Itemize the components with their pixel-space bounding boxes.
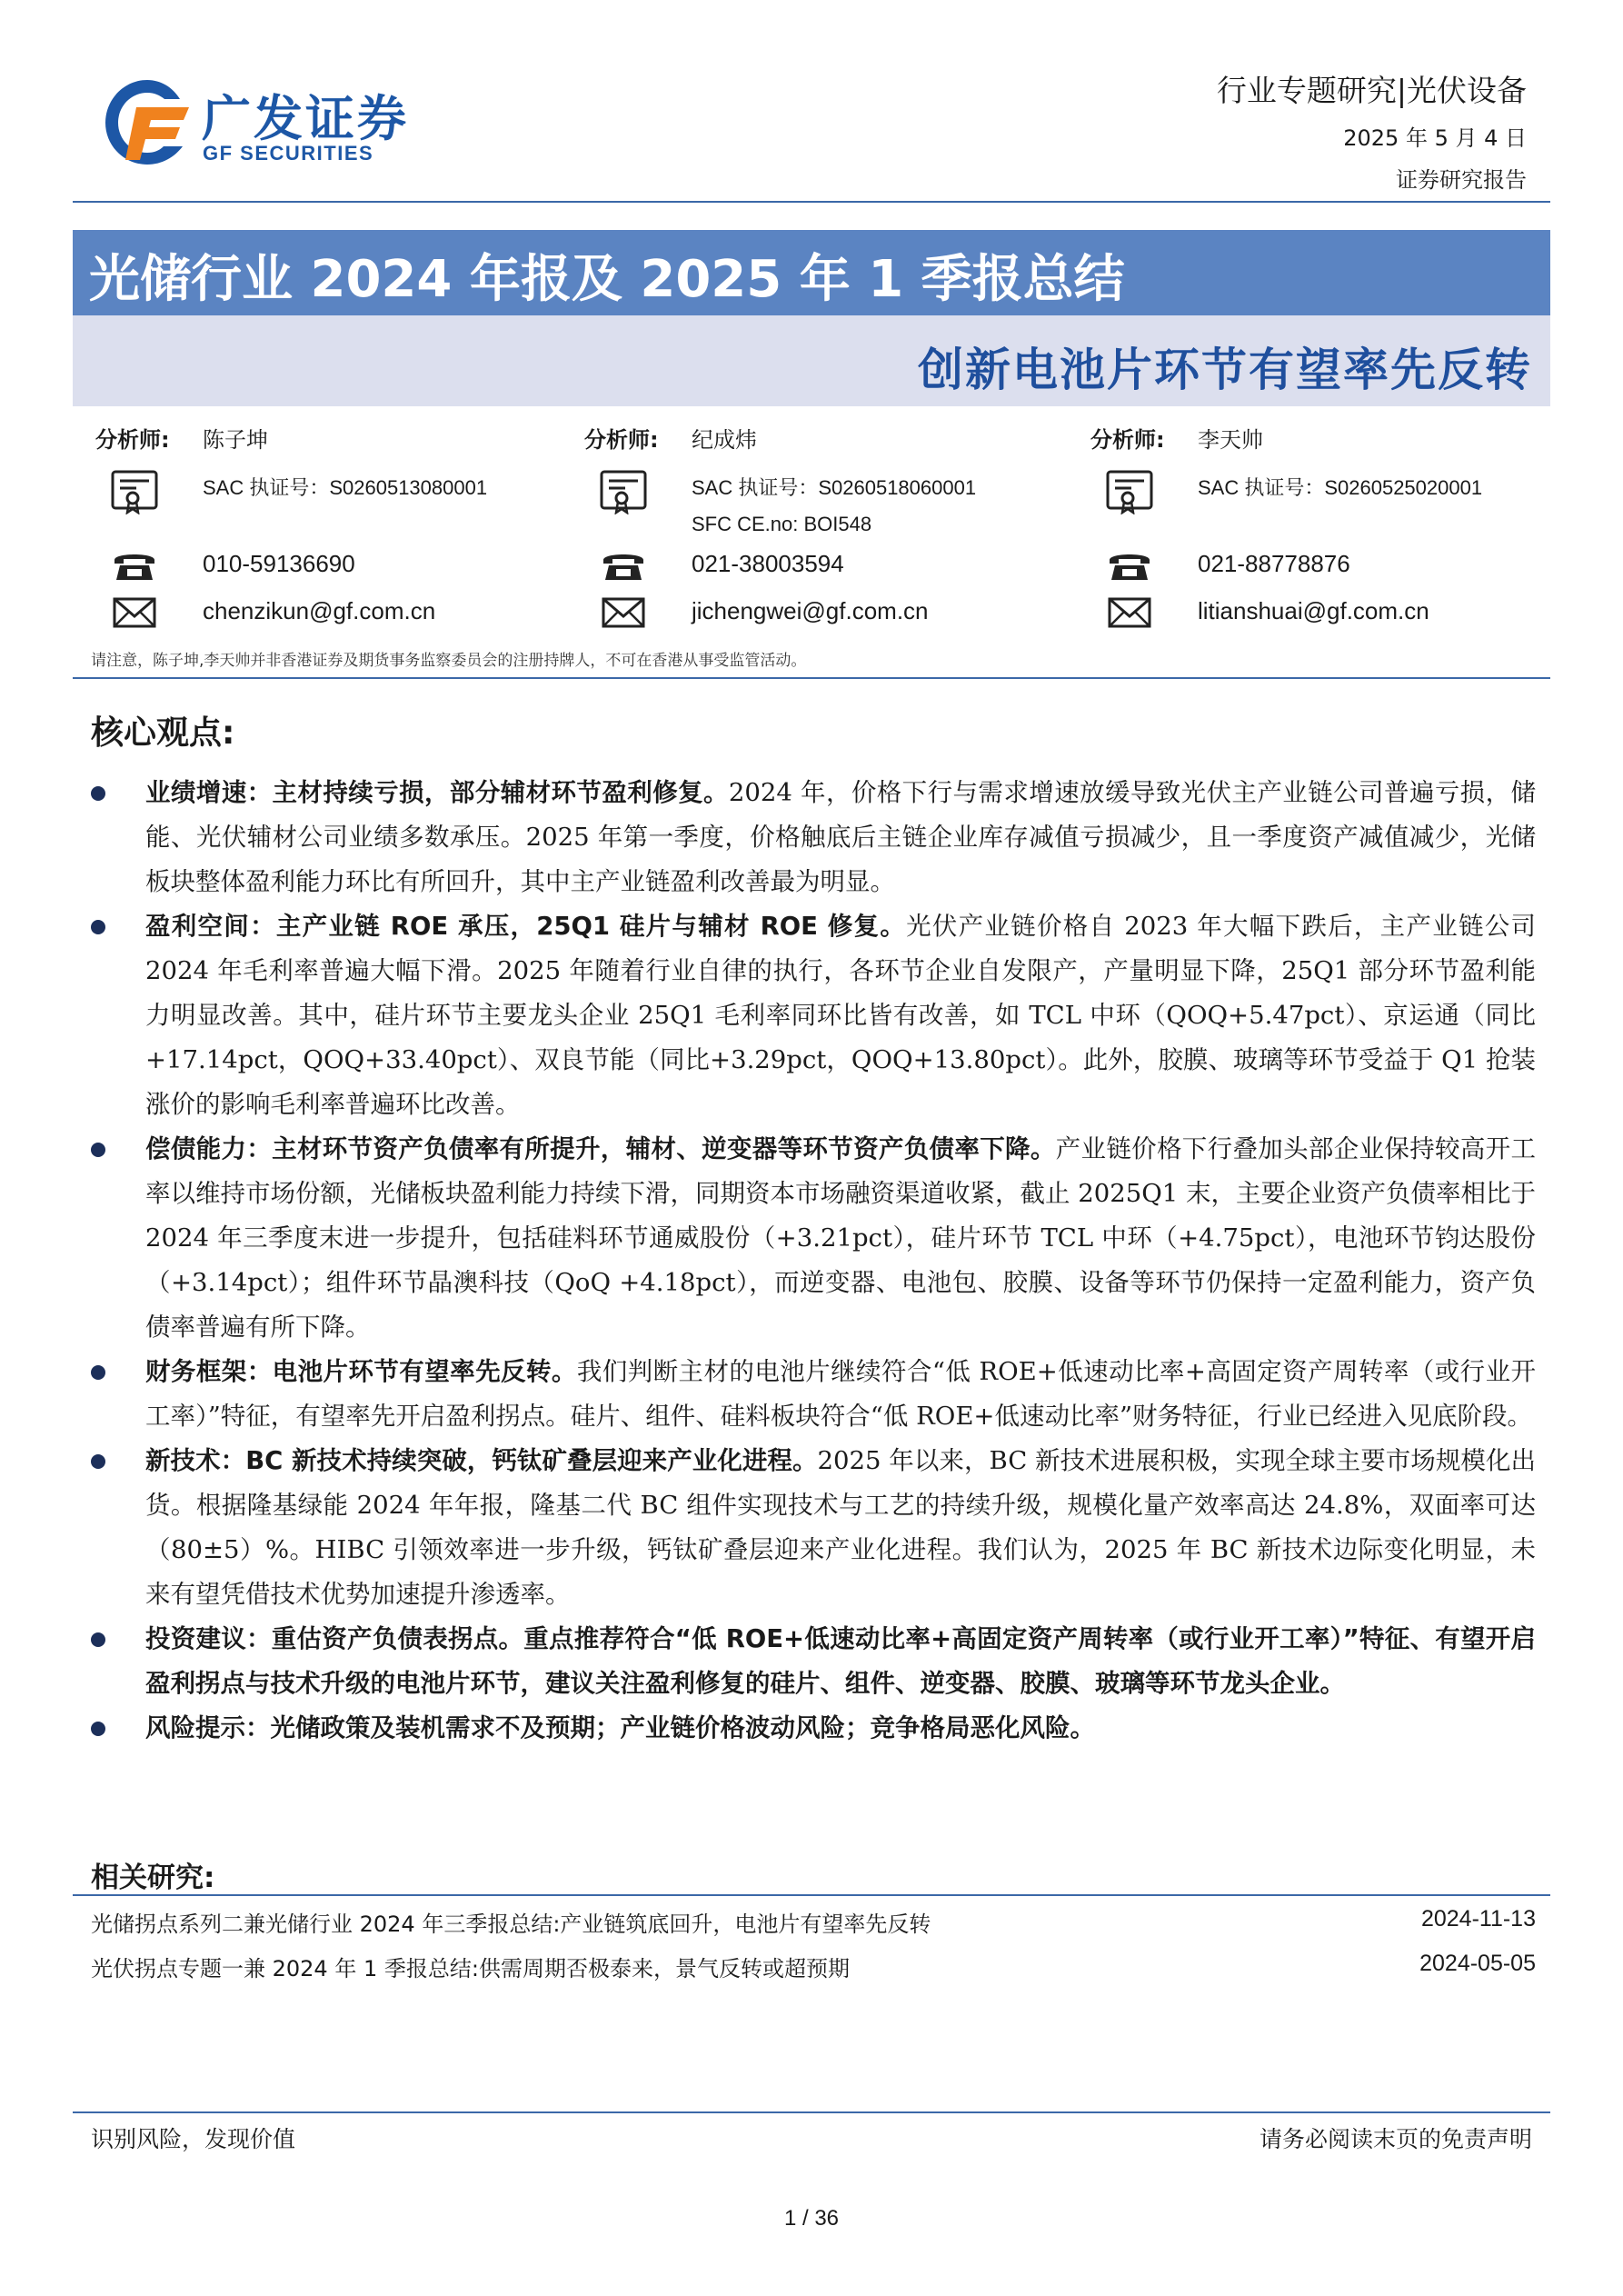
certificate-icon: [598, 469, 649, 514]
disclaimer-divider: [73, 677, 1550, 679]
related-item-date: 2024-05-05: [1419, 1951, 1536, 1976]
core-view-item: [91, 1706, 1536, 1751]
core-view-item: [91, 1350, 1536, 1439]
bullet-dot-icon: [91, 1365, 105, 1380]
analyst-phone: 010-59136690: [203, 550, 355, 577]
analyst-card: [73, 418, 545, 632]
bullet-dot-icon: [91, 786, 105, 801]
brand-name-cn: 广发证券: [202, 90, 409, 147]
phone-icon: [1104, 547, 1155, 584]
bullet-dot-icon: [91, 1722, 105, 1736]
bullet-dot-icon: [91, 1454, 105, 1469]
related-research-title: 相关研究:: [91, 1862, 215, 1894]
footer-disclaimer-note: 请务必阅读末页的免责声明: [1259, 2126, 1532, 2152]
header-divider: [73, 201, 1550, 203]
bullet-dot-icon: [91, 920, 105, 934]
title-bar: [73, 230, 1550, 315]
analyst-sac: SAC 执证号：S0260518060001: [692, 476, 977, 499]
phone-icon: [598, 547, 649, 584]
core-view-heading: 风险提示：光储政策及装机需求不及预期；产业链价格波动风险；竞争格局恶化风险。: [145, 1713, 1095, 1742]
analyst-email[interactable]: litianshuai@gf.com.cn: [1198, 597, 1429, 624]
analyst-email[interactable]: jichengwei@gf.com.cn: [692, 597, 929, 624]
core-view-text: 产业链价格下行叠加头部企业保持较高开工率以维持市场份额，光储板块盈利能力持续下滑，同期资本市场融资渠道收紧，截止 2025Q1 末，主要企业资产负债率相比于 2024 年三季度末进一步提升，包括硅料环节通威股份（+3.21pct），硅片环节 TCL 中环（+4.75pct），电池环节钧达股份（+3.14pct）；组件环节晶澳科技（QoQ +4.18pct），而逆变器、电池包、胶膜、设备等环节仍保持一定盈利能力，资产负债率普遍有所下降。: [145, 1134, 1537, 1342]
core-view-heading: 盈利空间：主产业链 ROE 承压，25Q1 硅片与辅材 ROE 修复。: [145, 912, 907, 941]
analyst-sfc: SFC CE.no: BOI548: [692, 513, 872, 535]
related-item[interactable]: [91, 1906, 1536, 1942]
core-view-text: 光伏产业链价格自 2023 年大幅下跌后，主产业链公司 2024 年毛利率普遍大幅下滑。2025 年随着行业自律的执行，各环节企业自发限产，产量明显下降，25Q1 部分环节盈利能力明显改善。其中，硅片环节主要龙头企业 25Q1 毛利率同环比皆有改善，如 TCL 中环（QOQ+5.47pct）、京运通（同比+17.14pct，QOQ+33.40pct）、双良节能（同比+3.29pct，QOQ+13.80pct）。此外，胶膜、玻璃等环节受益于 Q1 抢装涨价的影响毛利率普遍环比改善。: [145, 912, 1537, 1119]
core-view-heading: 新技术：BC 新技术持续突破，钙钛矿叠层迎来产业化进程。: [145, 1446, 818, 1475]
report-subtitle: 创新电池片环节有望率先反转: [918, 343, 1532, 396]
analyst-name: 陈子坤: [203, 427, 268, 453]
core-views-list: [91, 771, 1536, 1751]
analyst-label: 分析师:: [584, 427, 659, 453]
related-item-date: 2024-11-13: [1420, 1906, 1536, 1932]
core-view-item: [91, 771, 1536, 904]
analyst-name: 李天帅: [1198, 427, 1263, 453]
gf-logo-mark-icon: [100, 75, 200, 170]
analyst-name: 纪成炜: [692, 427, 757, 453]
analyst-label: 分析师:: [1090, 427, 1165, 453]
core-view-heading: 偿债能力：主材环节资产负债率有所提升，辅材、逆变器等环节资产负债率下降。: [145, 1134, 1056, 1163]
page-number: 1 / 36: [783, 2206, 840, 2231]
related-item-title[interactable]: 光伏拐点专题一兼 2024 年 1 季报总结:供需周期否极泰来，景气反转或超预期: [91, 1956, 850, 1982]
report-title: 光储行业 2024 年报及 2025 年 1 季报总结: [89, 250, 1125, 309]
core-view-heading: 业绩增速：主材持续亏损，部分辅材环节盈利修复。: [145, 778, 729, 807]
certificate-icon: [1104, 469, 1155, 514]
related-item-title[interactable]: 光储拐点系列二兼光储行业 2024 年三季报总结:产业链筑底回升，电池片有望率先反转: [91, 1912, 931, 1937]
report-date: 2025 年 5 月 4 日: [1343, 125, 1527, 151]
footer-slogan: 识别风险，发现价值: [91, 2126, 296, 2152]
analyst-label: 分析师:: [95, 427, 170, 453]
bullet-dot-icon: [91, 1143, 105, 1157]
envelope-icon: [598, 594, 649, 631]
core-view-text: 2025 年以来，BC 新技术进展积极，实现全球主要市场规模化出货。根据隆基绿能 2024 年年报，隆基二代 BC 组件实现技术与工艺的持续升级，规模化量产效率高达 24.8%，双面率可达（80±5）%。HIBC 引领效率进一步升级，钙钛矿叠层迎来产业化进程。我们认为，2025 年 BC 新技术边际变化明显，未来有望凭借技术优势加速提升渗透率。: [145, 1446, 1536, 1609]
related-divider: [73, 1894, 1550, 1896]
gf-logo: [100, 75, 427, 170]
core-view-heading: 财务框架：电池片环节有望率先反转。: [145, 1357, 577, 1386]
core-view-text: 2024 年，价格下行与需求增速放缓导致光伏主产业链公司普遍亏损，储能、光伏辅材公司业绩多数承压。2025 年第一季度，价格触底后主链企业库存减值亏损减少，且一季度资产减值减少，光储板块整体盈利能力环比有所回升，其中主产业链盈利改善最为明显。: [145, 778, 1536, 896]
core-views-title: 核心观点:: [91, 714, 235, 752]
envelope-icon: [1104, 594, 1155, 631]
analyst-sac: SAC 执证号：S0260513080001: [203, 476, 488, 499]
envelope-icon: [109, 594, 160, 631]
hk-disclaimer: 请注意，陈子坤,李天帅并非香港证券及期货事务监察委员会的注册持牌人，不可在香港从事受监管活动。: [91, 652, 807, 670]
footer-divider: [73, 2111, 1550, 2113]
analyst-phone: 021-38003594: [692, 550, 844, 577]
analyst-card: [1068, 418, 1540, 632]
core-view-item: [91, 1127, 1536, 1350]
report-category: 行业专题研究|光伏设备: [1216, 73, 1527, 108]
report-type: 证券研究报告: [1396, 167, 1527, 193]
analyst-card: [562, 418, 1034, 632]
analyst-sac: SAC 执证号：S0260525020001: [1198, 476, 1483, 499]
related-item[interactable]: [91, 1951, 1536, 1987]
core-view-item: [91, 904, 1536, 1127]
core-view-heading: 投资建议：重估资产负债表拐点。重点推荐符合“低 ROE+低速动比率+高固定资产周转率（或行业开工率）”特征、有望开启盈利拐点与技术升级的电池片环节，建议关注盈利修复的硅片、组件、逆变器、胶膜、玻璃等环节龙头企业。: [145, 1624, 1536, 1698]
certificate-icon: [109, 469, 160, 514]
analyst-phone: 021-88778876: [1198, 550, 1350, 577]
core-view-item: [91, 1439, 1536, 1617]
phone-icon: [109, 547, 160, 584]
analyst-email[interactable]: chenzikun@gf.com.cn: [203, 597, 436, 624]
core-view-text: 我们判断主材的电池片继续符合“低 ROE+低速动比率+高固定资产周转率（或行业开工率）”特征，有望率先开启盈利拐点。硅片、组件、硅料板块符合“低 ROE+低速动比率”财务特征，行业已经进入见底阶段。: [145, 1357, 1536, 1431]
brand-name-en: GF SECURITIES: [203, 142, 374, 165]
bullet-dot-icon: [91, 1632, 105, 1647]
core-view-item: [91, 1617, 1536, 1706]
subtitle-bar: [73, 315, 1550, 406]
